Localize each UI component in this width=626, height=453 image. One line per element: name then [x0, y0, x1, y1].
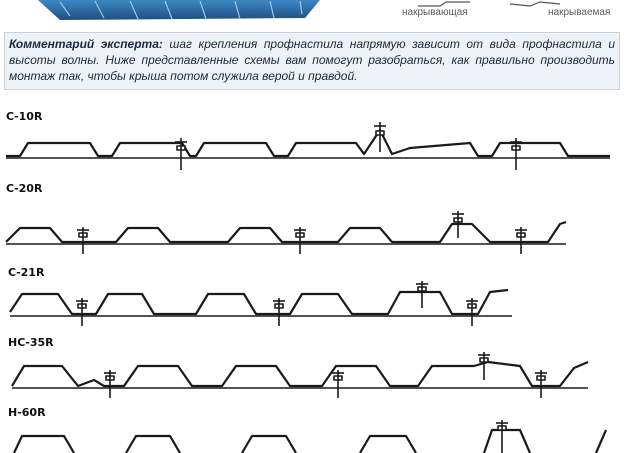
profile-label: С-20R	[6, 182, 43, 195]
profile-h60r	[8, 406, 606, 453]
screw-icon	[478, 352, 490, 380]
screw-icon	[466, 298, 478, 326]
overlapped-label: накрываемая	[548, 7, 611, 18]
profile-c21r	[8, 266, 512, 326]
profile-c10r	[6, 110, 610, 170]
screw-icon	[273, 298, 285, 326]
screw-icon	[332, 370, 344, 398]
profile-hc35r	[8, 336, 588, 398]
screw-icon	[104, 370, 116, 398]
profile-label: Н-60R	[8, 406, 46, 419]
expert-comment-text: шаг крепления профнастила напрямую зависит от вида профнастила и высоты волны. Ниже представленные схемы вам помогут разобраться, как правильно производить монтаж так, чтобы крыша потом служила верой и правдой.	[9, 37, 615, 83]
profile-label: НС-35R	[8, 336, 54, 349]
screw-icon	[496, 420, 508, 453]
expert-comment-lead: Комментарий эксперта:	[9, 37, 163, 51]
overlapping-label: накрывающая	[402, 7, 468, 18]
profile-label: С-21R	[8, 266, 45, 279]
screw-icon	[77, 227, 89, 254]
screw-icon	[76, 298, 88, 326]
screw-icon	[510, 138, 522, 170]
screw-icon	[515, 227, 527, 254]
profile-c20r	[6, 182, 566, 254]
profile-label: С-10R	[6, 110, 43, 123]
screw-icon	[294, 227, 306, 254]
screw-icon	[535, 370, 547, 398]
screw-icon	[175, 138, 187, 170]
screw-icon	[416, 281, 428, 308]
